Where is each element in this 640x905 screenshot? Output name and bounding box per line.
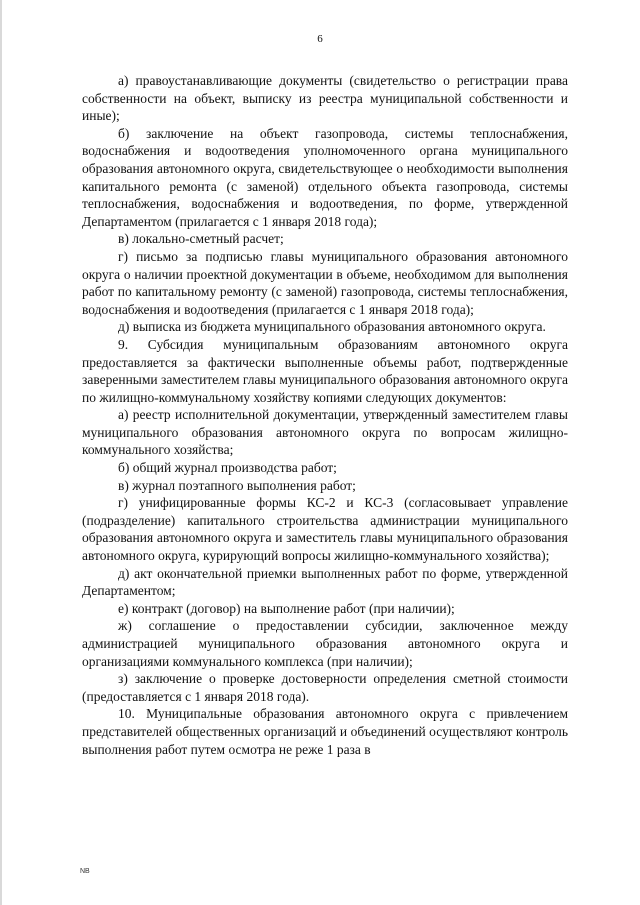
document-body xyxy=(82,72,568,758)
paragraph-item-g-letter: г) письмо за подписью главы муниципального образования автономного округа о наличии проектной документации в объеме, необходимом для выполнения работ по капитальному ремонту (с заменой) газопровода, системы теплоснабжения, водоснабжения и водоотведения (прилагается с 1 января 2018 года); xyxy=(82,248,568,317)
paragraph-clause-9: 9. Субсидия муниципальным образованиям автономного округа предоставляется за фактически выполненные объемы работ, подтвержденные заверенными заместителем главы муниципального образования автономного округа по жилищно-коммунальному хозяйству копиями следующих документов: xyxy=(82,336,568,405)
paragraph-clause-9-item-d: д) акт окончательной приемки выполненных работ по форме, утвержденной Департаментом; xyxy=(82,565,568,599)
paragraph-clause-9-item-e: е) контракт (договор) на выполнение работ (при наличии); xyxy=(118,600,455,616)
paragraph-clause-9-item-a: а) реестр исполнительной документации, утвержденный заместителем главы муниципального образования автономного округа по вопросам жилищно-коммунального хозяйства; xyxy=(82,407,568,458)
paragraph-item-b-conclusion: б) заключение на объект газопровода, системы теплоснабжения, водоснабжения и водоотведения уполномоченного органа муниципального образования автономного округа, свидетельствующее о необходимости выполнения капитального ремонта (с заменой) отдельного объекта газопровода, системы теплоснабжения, водоснабжения и водоотведения, по форме, утвержденной Департаментом (прилагается с 1 января 2018 года); xyxy=(82,125,568,229)
paragraph-clause-9-item-b: б) общий журнал производства работ; xyxy=(118,460,337,476)
footer-mark: NB xyxy=(80,868,90,875)
paragraph-clause-10: 10. Муниципальные образования автономного округа с привлечением представителей общественных организаций и объединений осуществляют контроль выполнения работ путем осмотра не реже 1 раза в xyxy=(82,706,568,757)
paragraph-clause-9-item-z: з) заключение о проверке достоверности определения сметной стоимости (предоставляется с 1 января 2018 года). xyxy=(82,671,568,704)
paragraph-clause-9-item-g: г) унифицированные формы КС-2 и КС-3 (согласовывает управление (подразделение) капитального строительства администрации муниципального образования автономного округа и заместитель главы муниципального образования автономного округа, курирующий вопросы жилищно-коммунального хозяйства); xyxy=(82,495,568,564)
paragraph-item-d-budget-extract: д) выписка из бюджета муниципального образования автономного округа. xyxy=(118,319,546,335)
paragraph-clause-9-item-zh: ж) соглашение о предоставлении субсидии, заключенное между администрацией муниципального образования автономного округа и организациями коммунального комплекса (при наличии); xyxy=(82,618,568,669)
page-number: 6 xyxy=(317,33,323,45)
paragraph-clause-9-item-v: в) журнал поэтапного выполнения работ; xyxy=(118,477,356,493)
paragraph-item-a-title-documents: а) правоустанавливающие документы (свидетельство о регистрации права собственности на объект, выписку из реестра муниципальной собственности и иные); xyxy=(82,73,568,124)
paragraph-item-v-estimate: в) локально-сметный расчет; xyxy=(118,231,284,247)
